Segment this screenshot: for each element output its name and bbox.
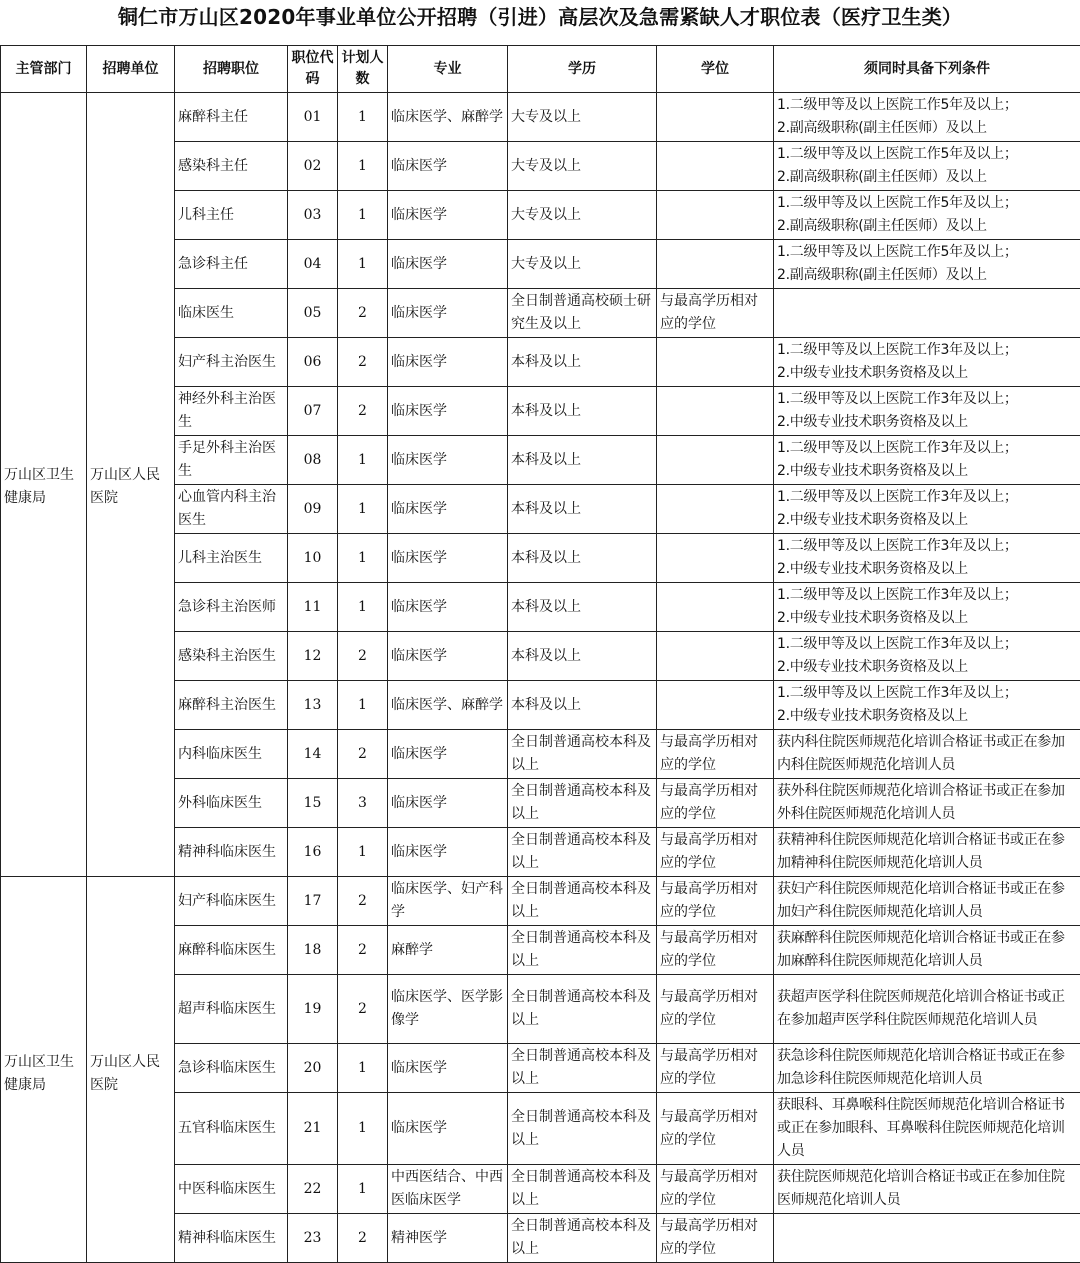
education-cell: 全日制普通高校本科及以上 [508, 877, 657, 926]
job-table [0, 45, 1080, 1263]
conditions-cell [774, 142, 1080, 191]
conditions-cell [774, 338, 1080, 387]
degree-cell [657, 632, 774, 681]
condition-line: 2.中级专业技术职务资格及以上 [777, 509, 1077, 532]
code-cell: 01 [288, 93, 338, 142]
condition-line: 2.中级专业技术职务资格及以上 [777, 705, 1077, 728]
education-cell: 全日制普通高校本科及以上 [508, 730, 657, 779]
position-cell: 感染科主任 [175, 142, 288, 191]
education-cell: 全日制普通高校本科及以上 [508, 926, 657, 975]
condition-line: 获麻醉科住院医师规范化培训合格证书或正在参加麻醉科住院医师规范化培训人员 [777, 927, 1077, 973]
condition-line: 1.二级甲等及以上医院工作3年及以上； [777, 437, 1077, 460]
condition-line: 1.二级甲等及以上医院工作3年及以上； [777, 486, 1077, 509]
code-cell: 13 [288, 681, 338, 730]
degree-cell: 与最高学历相对应的学位 [657, 877, 774, 926]
code-cell: 15 [288, 779, 338, 828]
major-cell: 中西医结合、中西医临床医学 [388, 1165, 508, 1214]
position-cell: 急诊科主治医师 [175, 583, 288, 632]
code-cell: 19 [288, 975, 338, 1044]
dept-cell: 万山区卫生健康局 [1, 877, 87, 1263]
condition-line: 2.副高级职称(副主任医师）及以上 [777, 215, 1077, 238]
degree-cell: 与最高学历相对应的学位 [657, 1044, 774, 1093]
education-cell: 本科及以上 [508, 534, 657, 583]
condition-line: 获急诊科住院医师规范化培训合格证书或正在参加急诊科住院医师规范化培训人员 [777, 1045, 1077, 1091]
degree-cell: 与最高学历相对应的学位 [657, 1093, 774, 1165]
code-cell: 22 [288, 1165, 338, 1214]
conditions-cell [774, 730, 1080, 779]
major-cell: 临床医学 [388, 534, 508, 583]
header-degree: 学位 [657, 46, 774, 93]
major-cell: 精神医学 [388, 1214, 508, 1263]
degree-cell [657, 338, 774, 387]
count-cell: 2 [338, 387, 388, 436]
conditions-cell [774, 93, 1080, 142]
code-cell: 12 [288, 632, 338, 681]
count-cell: 1 [338, 1093, 388, 1165]
position-cell: 手足外科主治医生 [175, 436, 288, 485]
code-cell: 05 [288, 289, 338, 338]
major-cell: 临床医学 [388, 338, 508, 387]
code-cell: 04 [288, 240, 338, 289]
count-cell: 1 [338, 828, 388, 877]
degree-cell: 与最高学历相对应的学位 [657, 730, 774, 779]
major-cell: 临床医学 [388, 1044, 508, 1093]
code-cell: 14 [288, 730, 338, 779]
count-cell: 1 [338, 240, 388, 289]
condition-line: 2.副高级职称(副主任医师）及以上 [777, 117, 1077, 140]
degree-cell [657, 93, 774, 142]
conditions-cell [774, 828, 1080, 877]
condition-line: 1.二级甲等及以上医院工作5年及以上； [777, 192, 1077, 215]
degree-cell [657, 681, 774, 730]
education-cell: 大专及以上 [508, 93, 657, 142]
education-cell: 大专及以上 [508, 240, 657, 289]
conditions-cell [774, 681, 1080, 730]
condition-line: 2.中级专业技术职务资格及以上 [777, 460, 1077, 483]
degree-cell [657, 485, 774, 534]
major-cell: 临床医学 [388, 583, 508, 632]
code-cell: 10 [288, 534, 338, 583]
conditions-cell [774, 387, 1080, 436]
count-cell: 1 [338, 1044, 388, 1093]
major-cell: 临床医学、麻醉学 [388, 681, 508, 730]
education-cell: 全日制普通高校本科及以上 [508, 779, 657, 828]
unit-cell: 万山区人民医院 [87, 877, 175, 1263]
degree-cell [657, 534, 774, 583]
position-cell: 内科临床医生 [175, 730, 288, 779]
condition-line: 2.副高级职称(副主任医师）及以上 [777, 264, 1077, 287]
position-cell: 急诊科主任 [175, 240, 288, 289]
condition-line: 2.中级专业技术职务资格及以上 [777, 411, 1077, 434]
condition-line: 获住院医师规范化培训合格证书或正在参加住院医师规范化培训人员 [777, 1166, 1077, 1212]
conditions-cell [774, 877, 1080, 926]
condition-line: 1.二级甲等及以上医院工作5年及以上； [777, 241, 1077, 264]
position-cell: 麻醉科临床医生 [175, 926, 288, 975]
header-unit: 招聘单位 [87, 46, 175, 93]
position-cell: 精神科临床医生 [175, 1214, 288, 1263]
position-cell: 外科临床医生 [175, 779, 288, 828]
conditions-cell [774, 975, 1080, 1044]
education-cell: 本科及以上 [508, 387, 657, 436]
position-cell: 感染科主治医生 [175, 632, 288, 681]
degree-cell: 与最高学历相对应的学位 [657, 289, 774, 338]
header-conditions: 须同时具备下列条件 [774, 46, 1080, 93]
condition-line: 1.二级甲等及以上医院工作3年及以上； [777, 584, 1077, 607]
degree-cell: 与最高学历相对应的学位 [657, 975, 774, 1044]
position-cell: 妇产科临床医生 [175, 877, 288, 926]
education-cell: 本科及以上 [508, 681, 657, 730]
code-cell: 03 [288, 191, 338, 240]
conditions-cell [774, 191, 1080, 240]
count-cell: 1 [338, 436, 388, 485]
code-cell: 16 [288, 828, 338, 877]
position-cell: 麻醉科主治医生 [175, 681, 288, 730]
count-cell: 2 [338, 926, 388, 975]
code-cell: 18 [288, 926, 338, 975]
major-cell: 临床医学 [388, 191, 508, 240]
code-cell: 02 [288, 142, 338, 191]
degree-cell [657, 436, 774, 485]
unit-cell: 万山区人民医院 [87, 93, 175, 877]
degree-cell: 与最高学历相对应的学位 [657, 1214, 774, 1263]
major-cell: 临床医学 [388, 485, 508, 534]
position-cell: 妇产科主治医生 [175, 338, 288, 387]
count-cell: 1 [338, 681, 388, 730]
count-cell: 1 [338, 142, 388, 191]
condition-line: 2.中级专业技术职务资格及以上 [777, 607, 1077, 630]
condition-line: 1.二级甲等及以上医院工作3年及以上； [777, 682, 1077, 705]
degree-cell [657, 583, 774, 632]
count-cell: 1 [338, 93, 388, 142]
count-cell: 2 [338, 975, 388, 1044]
major-cell: 临床医学 [388, 387, 508, 436]
conditions-cell [774, 1044, 1080, 1093]
conditions-cell [774, 779, 1080, 828]
job-table-body [1, 93, 1080, 1263]
major-cell: 临床医学、麻醉学 [388, 93, 508, 142]
count-cell: 1 [338, 534, 388, 583]
conditions-cell [774, 289, 1080, 338]
position-cell: 神经外科主治医生 [175, 387, 288, 436]
page-title: 铜仁市万山区2020年事业单位公开招聘（引进）高层次及急需紧缺人才职位表（医疗卫生类） [0, 0, 1080, 36]
conditions-cell [774, 240, 1080, 289]
position-cell: 精神科临床医生 [175, 828, 288, 877]
condition-line: 获内科住院医师规范化培训合格证书或正在参加内科住院医师规范化培训人员 [777, 731, 1077, 777]
education-cell: 全日制普通高校本科及以上 [508, 975, 657, 1044]
condition-line: 1.二级甲等及以上医院工作3年及以上； [777, 633, 1077, 656]
education-cell: 全日制普通高校硕士研究生及以上 [508, 289, 657, 338]
condition-line: 获妇产科住院医师规范化培训合格证书或正在参加妇产科住院医师规范化培训人员 [777, 878, 1077, 924]
condition-line: 获眼科、耳鼻喉科住院医师规范化培训合格证书或正在参加眼科、耳鼻喉科住院医师规范化培训人员 [777, 1094, 1077, 1163]
education-cell: 全日制普通高校本科及以上 [508, 1093, 657, 1165]
code-cell: 21 [288, 1093, 338, 1165]
count-cell: 1 [338, 191, 388, 240]
education-cell: 本科及以上 [508, 632, 657, 681]
conditions-cell [774, 485, 1080, 534]
code-cell: 08 [288, 436, 338, 485]
count-cell: 2 [338, 1214, 388, 1263]
count-cell: 3 [338, 779, 388, 828]
education-cell: 大专及以上 [508, 191, 657, 240]
position-cell: 五官科临床医生 [175, 1093, 288, 1165]
dept-cell: 万山区卫生健康局 [1, 93, 87, 877]
table-row [1, 877, 1080, 926]
condition-line: 2.副高级职称(副主任医师）及以上 [777, 166, 1077, 189]
condition-line: 2.中级专业技术职务资格及以上 [777, 558, 1077, 581]
major-cell: 临床医学 [388, 730, 508, 779]
header-row [1, 46, 1080, 93]
major-cell: 临床医学、妇产科学 [388, 877, 508, 926]
condition-line: 获精神科住院医师规范化培训合格证书或正在参加精神科住院医师规范化培训人员 [777, 829, 1077, 875]
conditions-cell [774, 583, 1080, 632]
major-cell: 临床医学 [388, 142, 508, 191]
degree-cell: 与最高学历相对应的学位 [657, 779, 774, 828]
condition-line: 1.二级甲等及以上医院工作5年及以上； [777, 94, 1077, 117]
education-cell: 全日制普通高校本科及以上 [508, 828, 657, 877]
education-cell: 全日制普通高校本科及以上 [508, 1214, 657, 1263]
condition-line: 获外科住院医师规范化培训合格证书或正在参加外科住院医师规范化培训人员 [777, 780, 1077, 826]
count-cell: 2 [338, 289, 388, 338]
major-cell: 临床医学 [388, 779, 508, 828]
major-cell: 临床医学 [388, 632, 508, 681]
degree-cell [657, 191, 774, 240]
count-cell: 2 [338, 338, 388, 387]
education-cell: 本科及以上 [508, 436, 657, 485]
education-cell: 全日制普通高校本科及以上 [508, 1044, 657, 1093]
code-cell: 17 [288, 877, 338, 926]
position-cell: 儿科主治医生 [175, 534, 288, 583]
condition-line: 1.二级甲等及以上医院工作3年及以上； [777, 535, 1077, 558]
education-cell: 本科及以上 [508, 485, 657, 534]
condition-line: 1.二级甲等及以上医院工作3年及以上； [777, 339, 1077, 362]
major-cell: 临床医学 [388, 436, 508, 485]
position-cell: 临床医生 [175, 289, 288, 338]
code-cell: 07 [288, 387, 338, 436]
degree-cell [657, 142, 774, 191]
education-cell: 本科及以上 [508, 583, 657, 632]
conditions-cell [774, 534, 1080, 583]
degree-cell: 与最高学历相对应的学位 [657, 828, 774, 877]
degree-cell: 与最高学历相对应的学位 [657, 1165, 774, 1214]
position-cell: 心血管内科主治医生 [175, 485, 288, 534]
count-cell: 1 [338, 485, 388, 534]
table-row [1, 93, 1080, 142]
major-cell: 临床医学 [388, 240, 508, 289]
conditions-cell [774, 436, 1080, 485]
code-cell: 09 [288, 485, 338, 534]
conditions-cell [774, 1165, 1080, 1214]
code-cell: 06 [288, 338, 338, 387]
degree-cell [657, 387, 774, 436]
conditions-cell [774, 632, 1080, 681]
degree-cell: 与最高学历相对应的学位 [657, 926, 774, 975]
position-cell: 超声科临床医生 [175, 975, 288, 1044]
code-cell: 20 [288, 1044, 338, 1093]
header-dept: 主管部门 [1, 46, 87, 93]
header-count: 计划人数 [338, 46, 388, 93]
condition-line: 2.中级专业技术职务资格及以上 [777, 656, 1077, 679]
major-cell: 麻醉学 [388, 926, 508, 975]
header-major: 专业 [388, 46, 508, 93]
count-cell: 2 [338, 730, 388, 779]
education-cell: 全日制普通高校本科及以上 [508, 1165, 657, 1214]
conditions-cell [774, 1214, 1080, 1263]
header-education: 学历 [508, 46, 657, 93]
condition-line: 1.二级甲等及以上医院工作5年及以上； [777, 143, 1077, 166]
position-cell: 儿科主任 [175, 191, 288, 240]
major-cell: 临床医学 [388, 828, 508, 877]
major-cell: 临床医学、医学影像学 [388, 975, 508, 1044]
condition-line: 1.二级甲等及以上医院工作3年及以上； [777, 388, 1077, 411]
major-cell: 临床医学 [388, 1093, 508, 1165]
education-cell: 本科及以上 [508, 338, 657, 387]
condition-line: 2.中级专业技术职务资格及以上 [777, 362, 1077, 385]
count-cell: 1 [338, 583, 388, 632]
code-cell: 23 [288, 1214, 338, 1263]
header-position: 招聘职位 [175, 46, 288, 93]
code-cell: 11 [288, 583, 338, 632]
header-code: 职位代码 [288, 46, 338, 93]
education-cell: 大专及以上 [508, 142, 657, 191]
position-cell: 麻醉科主任 [175, 93, 288, 142]
condition-line: 获超声医学科住院医师规范化培训合格证书或正在参加超声医学科住院医师规范化培训人员 [777, 986, 1077, 1032]
count-cell: 1 [338, 1165, 388, 1214]
count-cell: 2 [338, 877, 388, 926]
position-cell: 中医科临床医生 [175, 1165, 288, 1214]
conditions-cell [774, 926, 1080, 975]
position-cell: 急诊科临床医生 [175, 1044, 288, 1093]
major-cell: 临床医学 [388, 289, 508, 338]
conditions-cell [774, 1093, 1080, 1165]
count-cell: 2 [338, 632, 388, 681]
degree-cell [657, 240, 774, 289]
